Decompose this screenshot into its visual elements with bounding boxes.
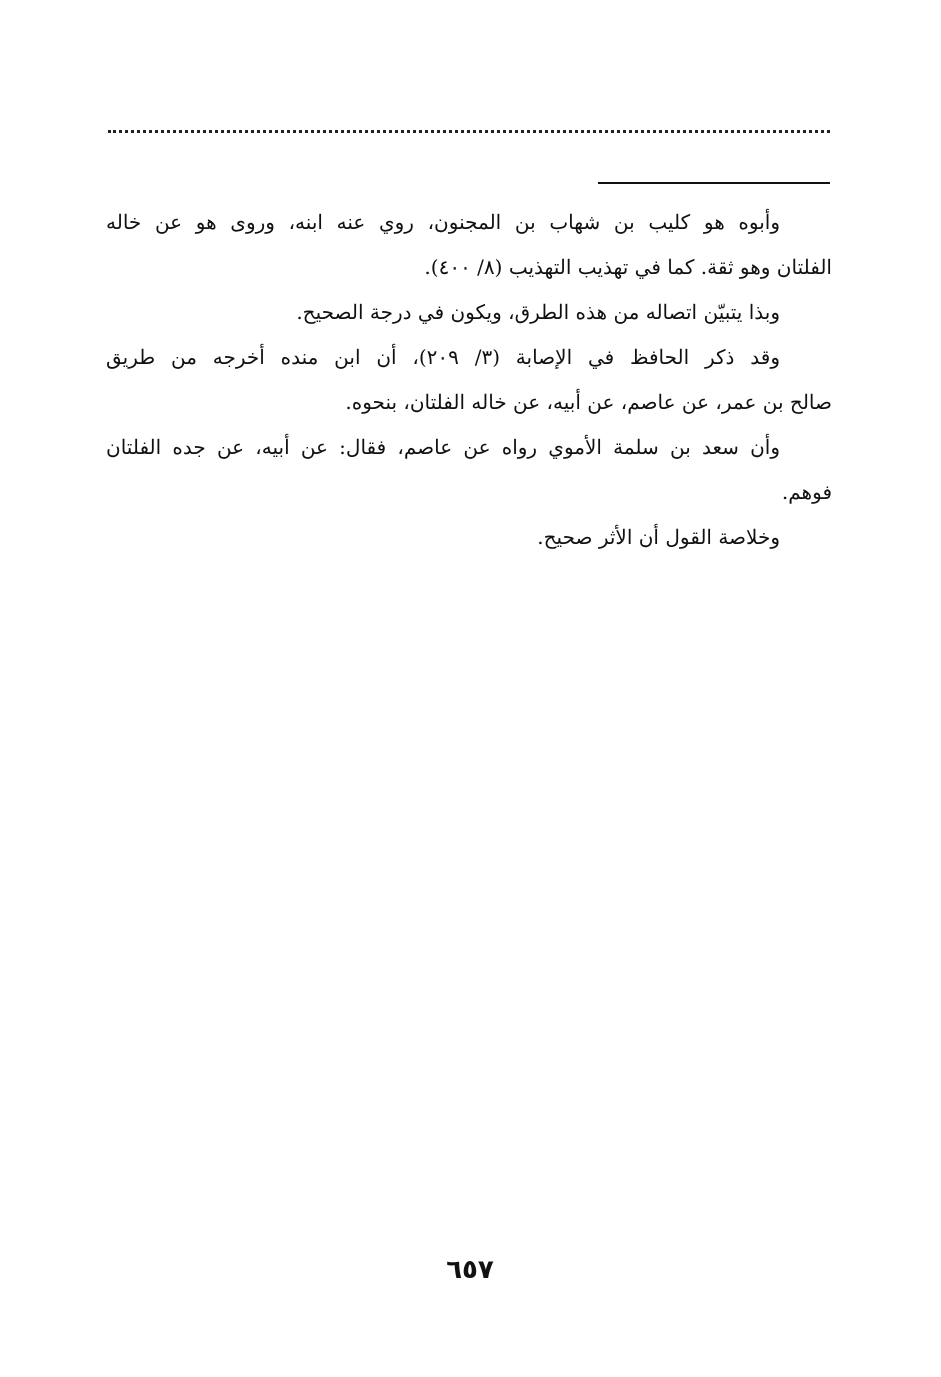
- footnote-line-3: وبذا يتبيّن اتصاله من هذه الطرق، ويكون في درجة الصحيح.: [296, 300, 780, 324]
- footnote-line-4: وقد ذكر الحافظ في الإصابة (٣/ ٢٠٩)، أن ابن منده أخرجه من طريق: [106, 345, 780, 369]
- footnote-line-8: وخلاصة القول أن الأثر صحيح.: [537, 525, 780, 549]
- footnote-line-1: وأبوه هو كليب بن شهاب بن المجنون، روي عنه ابنه، وروى هو عن خاله: [106, 210, 781, 234]
- footnote-line-5: صالح بن عمر، عن عاصم، عن أبيه، عن خاله الفلتان، بنحوه.: [345, 390, 832, 414]
- footnote-line-7: فوهم.: [781, 480, 832, 504]
- dotted-separator: [108, 130, 830, 133]
- footnote-line-6: وأن سعد بن سلمة الأموي رواه عن عاصم، فقال: عن أبيه، عن جده الفلتان: [106, 435, 780, 459]
- footnote-text: [106, 200, 832, 560]
- footnote-line-2: الفلتان وهو ثقة. كما في تهذيب التهذيب (٨/ ٤٠٠).: [424, 255, 832, 279]
- page-number: ٦٥٧: [446, 1255, 494, 1285]
- footnote-separator: [598, 182, 830, 184]
